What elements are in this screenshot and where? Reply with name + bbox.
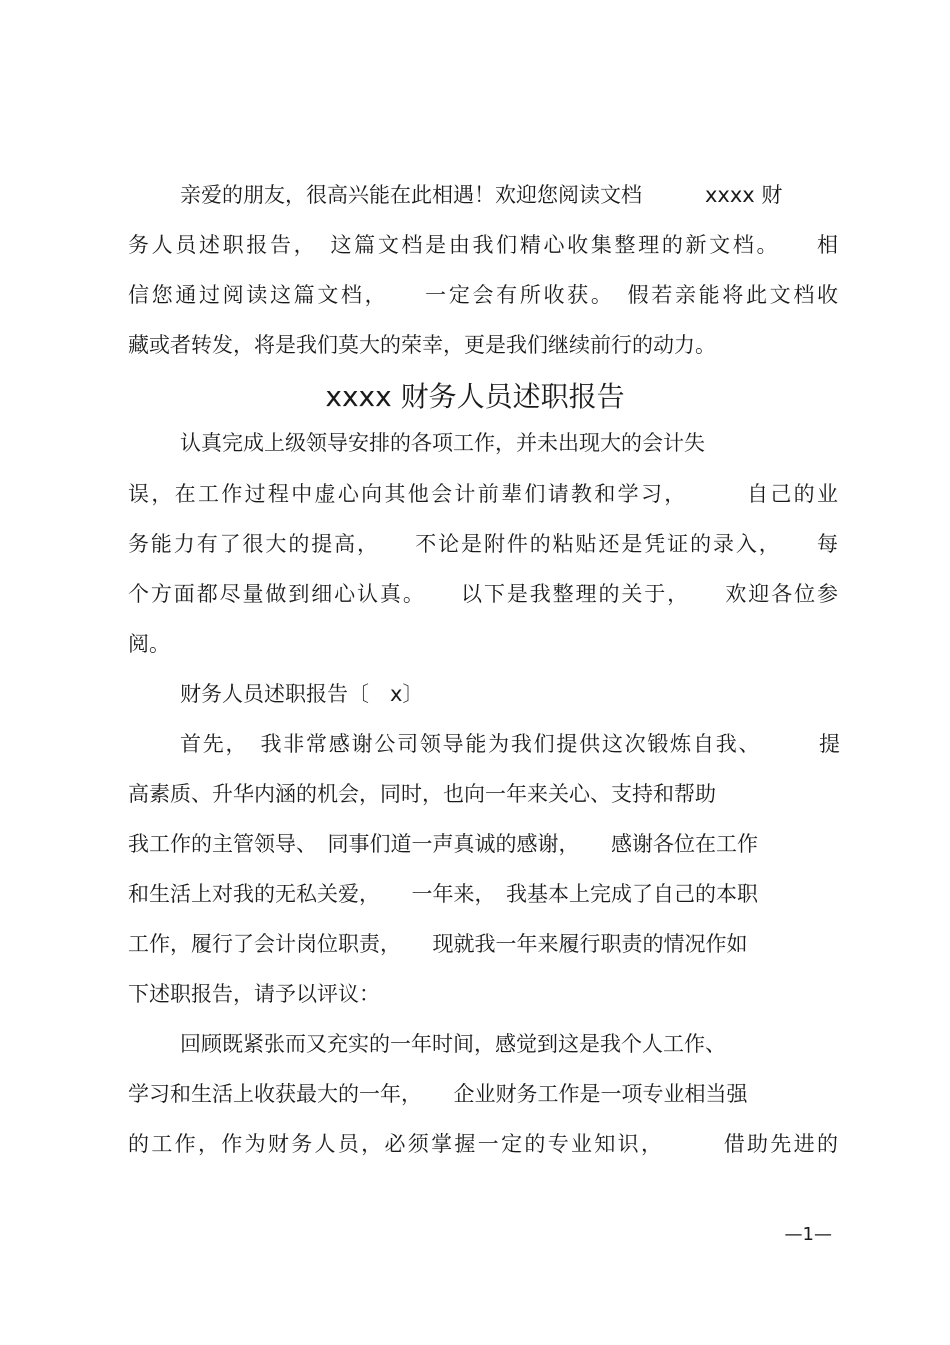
intro-line-4: 藏或者转发，将是我们莫大的荣幸，更是我们继续前行的动力。 <box>128 333 716 357</box>
paragraph2-line-2: 高素质、升华内涵的机会，同时，也向一年来关心、支持和帮助 <box>128 782 716 806</box>
section-heading: 财务人员述职报告〔 x〕 <box>180 682 424 706</box>
paragraph3-line-2: 学习和生活上收获最大的一年， 企业财务工作是一项专业相当强 <box>128 1082 748 1106</box>
paragraph3-line-3: 的工作，作为财务人员，必须掌握一定的专业知识， 借助先进的 <box>128 1132 838 1156</box>
document-title: xxxx 财务人员述职报告 <box>325 380 625 413</box>
intro-line-1: 亲爱的朋友，很高兴能在此相遇！欢迎您阅读文档 xxxx 财 <box>180 183 783 207</box>
page-number: —1— <box>784 1224 832 1245</box>
intro-line-3: 信您通过阅读这篇文档， 一定会有所收获。 假若亲能将此文档收 <box>128 283 838 307</box>
paragraph2-line-6: 下述职报告，请予以评议： <box>128 982 380 1006</box>
paragraph2-line-4: 和生活上对我的无私关爱， 一年来， 我基本上完成了自己的本职 <box>128 882 758 906</box>
paragraph1-line-1: 认真完成上级领导安排的各项工作，并未出现大的会计失 <box>180 431 705 455</box>
paragraph3-line-1: 回顾既紧张而又充实的一年时间，感觉到这是我个人工作、 <box>180 1032 726 1056</box>
paragraph2-line-3: 我工作的主管领导、 同事们道一声真诚的感谢， 感谢各位在工作 <box>128 832 758 856</box>
intro-line-2: 务人员述职报告， 这篇文档是由我们精心收集整理的新文档。 相 <box>128 233 838 257</box>
paragraph1-line-5: 阅。 <box>128 632 170 656</box>
paragraph2-line-5: 工作，履行了会计岗位职责， 现就我一年来履行职责的情况作如 <box>128 932 748 956</box>
paragraph1-line-2: 误，在工作过程中虚心向其他会计前辈们请教和学习， 自己的业 <box>128 482 838 506</box>
paragraph1-line-4: 个方面都尽量做到细心认真。 以下是我整理的关于， 欢迎各位参 <box>128 582 838 606</box>
paragraph2-line-1: 首先， 我非常感谢公司领导能为我们提供这次锻炼自我、 提 <box>180 732 840 756</box>
paragraph1-line-3: 务能力有了很大的提高， 不论是附件的粘贴还是凭证的录入， 每 <box>128 532 838 556</box>
